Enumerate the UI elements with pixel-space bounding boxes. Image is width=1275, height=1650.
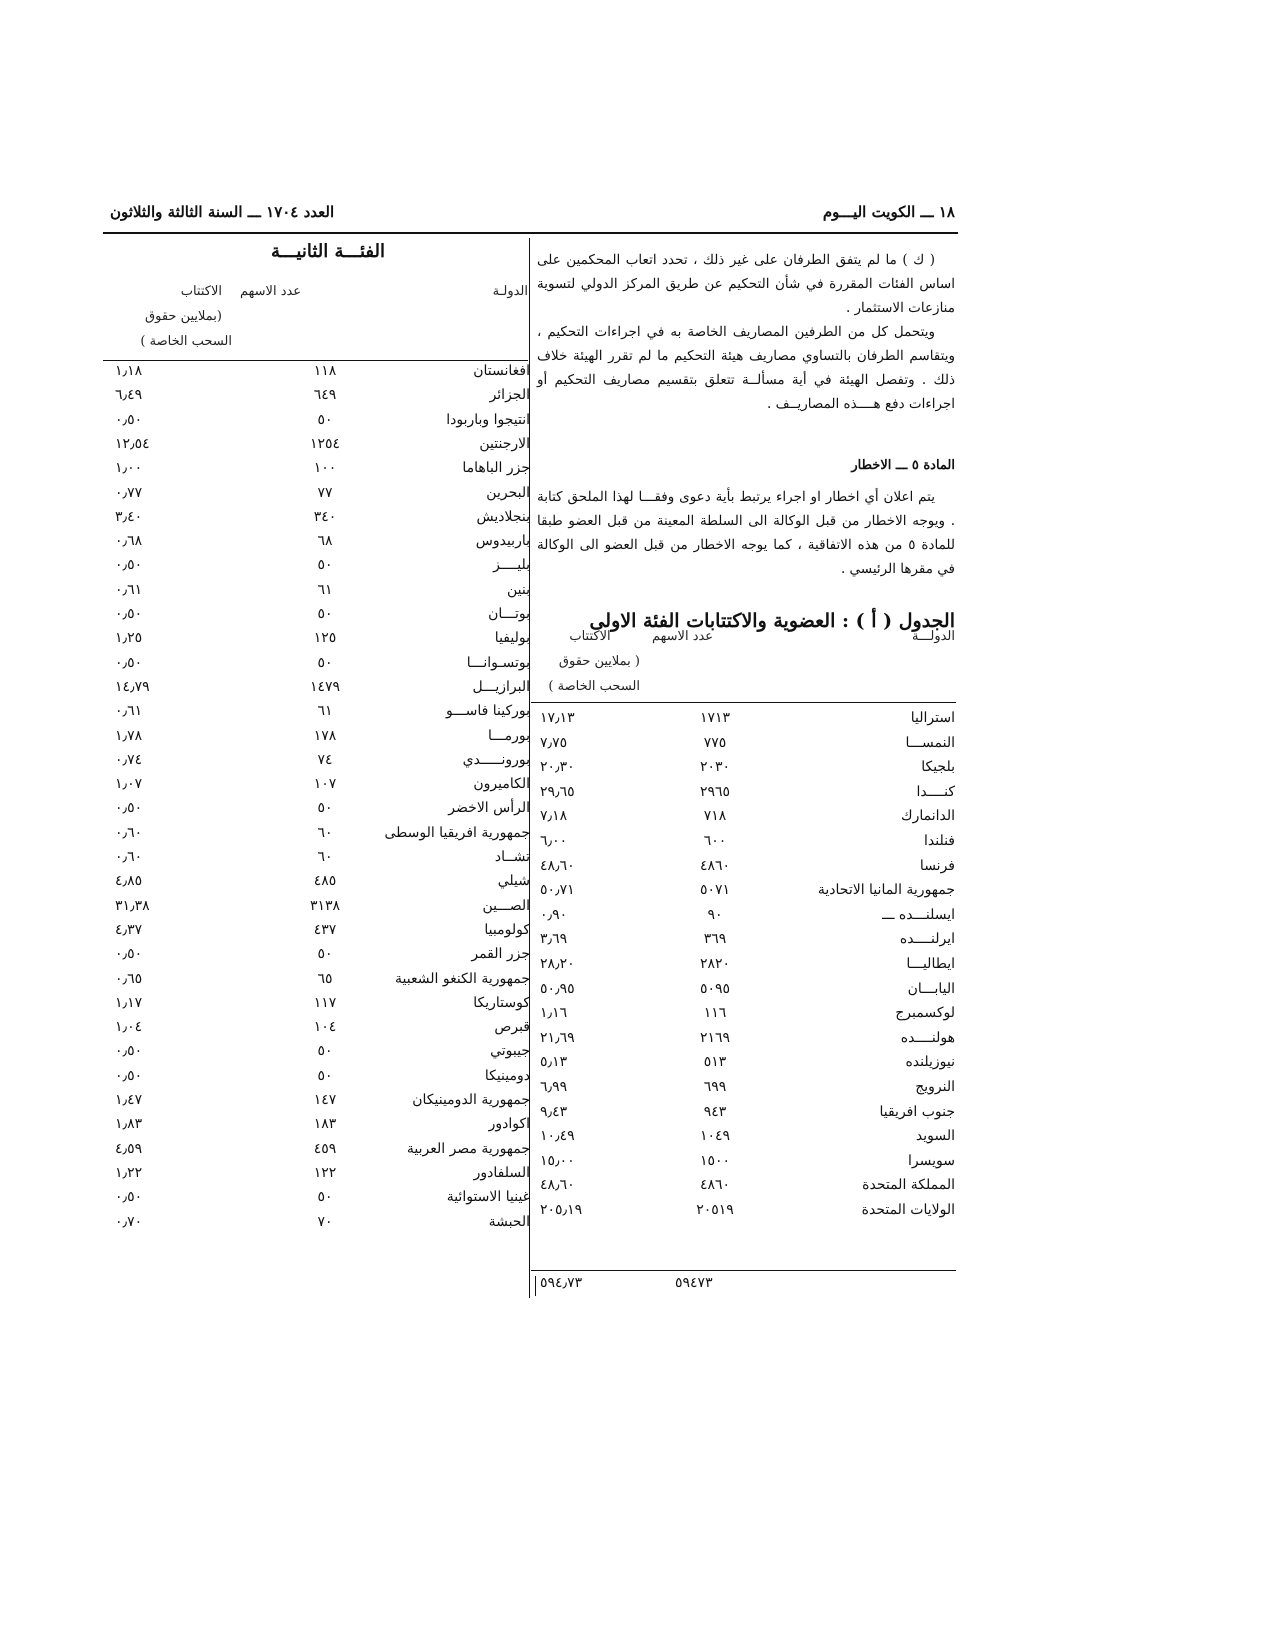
- table-a-header-country: الدولـــة: [911, 629, 955, 644]
- shares-cell: ٥٠: [317, 606, 333, 622]
- country-cell: اكوادور: [488, 1116, 530, 1133]
- table-b-header-rule: [103, 360, 528, 361]
- country-cell: الكاميرون: [473, 776, 530, 793]
- table-row: [0, 630, 1275, 652]
- table-row: [0, 971, 1275, 993]
- shares-cell: ٧٠: [317, 1213, 333, 1230]
- subscription-cell: ١٤٫٧٩: [115, 678, 150, 695]
- subscription-cell: ٧٫١٨: [540, 808, 568, 825]
- shares-cell: ٢٨٢٠: [699, 956, 731, 972]
- subscription-cell: ١٫٧٨: [115, 727, 143, 744]
- shares-cell: ٥٠٧١: [699, 882, 731, 899]
- table-row: [0, 436, 1275, 458]
- issue-header: العدد ١٧٠٤ ـــ السنة الثالثة والثلاثون: [110, 203, 335, 221]
- shares-cell: ٤٨٦٠: [699, 857, 731, 874]
- subscription-cell: ٠٫٥٠: [115, 557, 143, 574]
- table-row: [0, 655, 1275, 677]
- subscription-cell: ٠٫٧٧: [115, 484, 143, 501]
- shares-cell: ١١٦: [703, 1005, 727, 1022]
- table-row: [0, 1141, 1275, 1163]
- country-cell: كوستاريكا: [473, 994, 530, 1011]
- country-cell: البحرين: [486, 484, 530, 501]
- country-cell: باربيدوس: [475, 533, 530, 550]
- country-cell: بورمـــا: [488, 727, 530, 744]
- country-cell: كولومبيا: [484, 921, 530, 938]
- table-row: [0, 1092, 1275, 1114]
- country-cell: انتيجوا وباربودا: [446, 411, 530, 428]
- country-cell: الصـــين: [482, 897, 530, 914]
- subscription-cell: ٤٨٫٦٠: [540, 1177, 575, 1194]
- shares-cell: ٣١٣٨: [309, 897, 341, 914]
- subscription-cell: ٤٨٫٦٠: [540, 857, 575, 874]
- country-cell: دومينيكا: [484, 1067, 530, 1084]
- country-cell: لوكسمبرج: [895, 1005, 955, 1022]
- country-cell: جزر القمر: [471, 946, 530, 963]
- table-row: [0, 703, 1275, 725]
- shares-cell: ٦٤٩: [313, 387, 337, 404]
- table-row: [0, 1116, 1275, 1138]
- subscription-cell: ٠٫٥٠: [115, 411, 143, 428]
- subscription-cell: ٢٠٫٣٠: [540, 759, 575, 776]
- subscription-cell: ٢٠٥٫١٩: [540, 1202, 583, 1218]
- country-cell: المملكة المتحدة: [862, 1177, 955, 1194]
- subscription-cell: ٠٫٩٠: [540, 906, 568, 923]
- table-row: [0, 1019, 1275, 1041]
- subscription-cell: ١٫٠٠: [115, 460, 143, 477]
- subscription-cell: ٤٫٣٧: [115, 921, 143, 938]
- country-cell: افغانستان: [473, 363, 530, 379]
- paragraph-k-line-1: ( ك ) ما لم يتفق الطرفان على غير ذلك ، تحدد اتعاب المحكمين على اساس الفئات المقررة في شأن التحكيم عن طريق المركز الدولي لتسوية منازعات الاستثمار .: [537, 252, 955, 316]
- country-cell: بنين: [506, 581, 530, 598]
- shares-cell: ٦٥: [317, 970, 333, 987]
- shares-cell: ٦٠٠: [703, 833, 727, 849]
- shares-cell: ٢٩٦٥: [699, 783, 731, 800]
- shares-cell: ٧٧: [317, 484, 333, 501]
- shares-cell: ٥٠: [317, 1043, 333, 1060]
- table-a-header-shares: عدد الاسهم: [652, 629, 714, 644]
- table-row: [0, 363, 1275, 385]
- subscription-cell: ٤٫٥٩: [115, 1140, 143, 1157]
- country-cell: ايرلنــــده: [899, 931, 955, 948]
- shares-cell: ٤٨٦٠: [699, 1177, 731, 1194]
- shares-cell: ٧١٨: [703, 808, 727, 825]
- country-cell: شيلي: [497, 873, 530, 890]
- table-row: [0, 728, 1275, 750]
- shares-cell: ٥٠: [317, 800, 333, 817]
- table-b-title: الفئـــة الثانيـــة: [270, 241, 386, 262]
- country-cell: النرويج: [915, 1079, 955, 1095]
- country-cell: غينيا الاستوائية: [446, 1189, 530, 1206]
- table-row: [0, 922, 1275, 944]
- table-row: [0, 582, 1275, 604]
- shares-cell: ٦٩٩: [703, 1079, 727, 1095]
- shares-cell: ٥٠: [317, 1067, 333, 1084]
- subscription-cell: ١٫٢٢: [115, 1164, 143, 1181]
- table-a-header-sub-2: ( بملايين حقوق: [558, 654, 640, 669]
- table-row: [0, 825, 1275, 847]
- table-row: [0, 1165, 1275, 1187]
- subscription-cell: ٢١٫٦٩: [540, 1029, 575, 1046]
- shares-cell: ١٠٧: [313, 776, 337, 793]
- subscription-cell: ١٫١٧: [115, 994, 143, 1011]
- shares-cell: ٧٧٥: [703, 734, 727, 751]
- table-row: [0, 1189, 1275, 1211]
- table-b-header-country: الدولـة: [492, 284, 528, 299]
- country-cell: بليــــز: [493, 557, 530, 574]
- shares-cell: ٣٤٠: [313, 508, 337, 525]
- country-cell: جمهورية المانيا الاتحادية: [817, 882, 955, 899]
- subscription-cell: ٠٫٦٠: [115, 849, 143, 865]
- shares-cell: ٢٠٣٠: [699, 759, 731, 776]
- table-row: [0, 849, 1275, 871]
- paragraph-k-line-2: ويتحمل كل من الطرفين المصاريف الخاصة به في اجراءات التحكيم ، ويتقاسم الطرفان بالتساوي مصاريف هيئة التحكيم ما لم تقرر الهيئة خلاف ذلك . وتفصل الهيئة في أية مسألــة تتعلق بتقسيم مصاريف التحكيم أو اجراءات دفع هــــذه المصاريــف .: [537, 324, 955, 412]
- country-cell: بوتـــان: [488, 606, 530, 622]
- shares-cell: ٢١٦٩: [699, 1029, 731, 1046]
- country-cell: كنــــدا: [916, 783, 955, 800]
- table-row: [0, 533, 1275, 555]
- country-cell: جزر الباهاما: [462, 460, 530, 477]
- header-rule: [103, 232, 958, 234]
- subscription-cell: ١٫٠٧: [115, 776, 143, 793]
- table-row: [0, 557, 1275, 579]
- country-cell: السلفادور: [473, 1164, 530, 1181]
- table-b-header-sub-2: (بملايين حقوق: [145, 309, 222, 324]
- shares-cell: ٥٠: [317, 1189, 333, 1206]
- shares-cell: ٤٨٥: [313, 873, 337, 890]
- shares-cell: ٩٤٣: [703, 1103, 727, 1120]
- subscription-cell: ٠٫٦٨: [115, 533, 143, 550]
- table-row: [0, 1043, 1275, 1065]
- country-cell: بوليفيا: [494, 630, 530, 647]
- shares-cell: ٦٨: [317, 533, 333, 550]
- subscription-cell: ٠٫٥٠: [115, 1043, 143, 1060]
- table-a-bottom-rule: [531, 1270, 956, 1271]
- shares-cell: ١٧٨: [313, 727, 337, 744]
- subscription-cell: ٠٫٥٠: [115, 800, 143, 817]
- subscription-cell: ٣٫٤٠: [115, 508, 143, 525]
- table-a-total-bar: [535, 1276, 536, 1296]
- country-cell: تشــاد: [494, 849, 530, 865]
- country-cell: قبرص: [494, 1019, 530, 1036]
- shares-cell: ١٥٠٠: [699, 1152, 731, 1169]
- subscription-cell: ١٫١٦: [540, 1005, 568, 1022]
- subscription-cell: ١٢٫٥٤: [115, 435, 150, 452]
- subscription-cell: ٢٩٫٦٥: [540, 783, 575, 800]
- table-row: [0, 800, 1275, 825]
- shares-cell: ٤٣٧: [313, 921, 337, 938]
- table-row: [0, 995, 1275, 1017]
- subscription-cell: ٦٫٩٩: [540, 1079, 568, 1095]
- subscription-cell: ٠٫٥٠: [115, 606, 143, 622]
- page-number-header: ١٨ ـــ الكويت اليـــوم: [822, 203, 955, 221]
- country-cell: الجزائر: [489, 387, 530, 404]
- shares-cell: ٦٠: [317, 824, 333, 841]
- subscription-cell: ٠٫٥٠: [115, 1189, 143, 1206]
- shares-cell: ٥٠: [317, 557, 333, 574]
- shares-cell: ١٢٥٤: [309, 435, 341, 452]
- country-cell: الحبشة: [488, 1213, 530, 1230]
- shares-cell: ٣٦٩: [703, 931, 727, 948]
- table-row: [0, 776, 1275, 798]
- table-a-header-sub-3: السحب الخاصة ): [548, 679, 640, 694]
- table-b-header-sub-1: الاكتتاب: [180, 284, 222, 299]
- country-cell: البرازيـــل: [472, 678, 530, 695]
- table-row: [0, 946, 1275, 968]
- shares-cell: ١٤٧٩: [309, 678, 341, 695]
- country-cell: اليابـــان: [907, 980, 955, 997]
- country-cell: جنوب افريقيا: [879, 1103, 955, 1120]
- article-5-title: المادة ٥ ـــ الاخطار: [851, 458, 955, 473]
- shares-cell: ١٧١٣: [699, 710, 731, 726]
- country-cell: جمهورية افريقيا الوسطى: [384, 824, 530, 841]
- subscription-cell: ١٫٢٥: [115, 630, 143, 647]
- country-cell: السويد: [915, 1128, 955, 1145]
- subscription-cell: ٤٫٨٥: [115, 873, 143, 890]
- country-cell: بنجلاديش: [476, 508, 530, 525]
- subscription-cell: ١٫٤٧: [115, 1092, 143, 1108]
- country-cell: النمســـا: [905, 734, 955, 751]
- subscription-cell: ٥٠٫٩٥: [540, 980, 575, 997]
- subscription-cell: ٠٫٥٠: [115, 1067, 143, 1084]
- shares-cell: ٦٠: [317, 849, 333, 865]
- subscription-cell: ١٥٫٠٠: [540, 1152, 575, 1169]
- table-row: [0, 387, 1275, 409]
- table-row: [0, 873, 1275, 895]
- shares-cell: ٤٥٩: [313, 1140, 337, 1157]
- shares-cell: ٥٠: [317, 946, 333, 963]
- country-cell: جمهورية الدومينيكان: [412, 1092, 530, 1108]
- shares-cell: ٥٠٩٥: [699, 980, 731, 997]
- shares-cell: ١٠٤٩: [699, 1128, 731, 1145]
- subscription-cell: ٠٫٦١: [115, 581, 143, 598]
- subscription-cell: ٣١٫٣٨: [115, 897, 150, 914]
- subscription-cell: ٠٫٧٤: [115, 751, 143, 768]
- country-cell: جيبوتي: [490, 1043, 530, 1060]
- subscription-cell: ١٫٨٣: [115, 1116, 143, 1133]
- subscription-cell: ١٠٫٤٩: [540, 1128, 575, 1145]
- shares-cell: ١٠٠: [313, 460, 337, 477]
- country-cell: فنلندا: [923, 833, 955, 849]
- shares-cell: ١٢٥: [313, 630, 337, 647]
- table-row: [0, 1214, 1275, 1236]
- shares-cell: ٥١٣: [703, 1054, 727, 1071]
- country-cell: الرأس الاخضر: [448, 800, 530, 817]
- country-cell: بورونـــــدي: [462, 751, 530, 768]
- shares-cell: ١٤٧: [313, 1092, 337, 1108]
- subscription-cell: ١٫٠٤: [115, 1019, 143, 1036]
- country-cell: بوركينا فاســـو: [446, 703, 530, 720]
- shares-cell: ١٢٢: [313, 1164, 337, 1181]
- article-5-paragraph: يتم اعلان أي اخطار او اجراء يرتبط بأية دعوى وفقـــا لهذا الملحق كتابة . ويوجه الاخطار من قبل الوكالة الى السلطة المعينة من قبل العضو طبقا للمادة ٥ من هذه الاتفاقية ، كما يوجه الاخطار من قبل العضو الى الوكالة في مقرها الرئيسي .: [537, 489, 955, 577]
- table-row: [0, 509, 1275, 531]
- shares-cell: ٦١: [317, 703, 333, 720]
- country-cell: جمهورية الكنغو الشعبية: [395, 970, 530, 987]
- subscription-cell: ٠٫٥٠: [115, 946, 143, 963]
- subscription-cell: ٠٫٦٥: [115, 970, 143, 987]
- country-cell: بلجيكا: [921, 759, 955, 776]
- country-cell: ايطاليـــا: [906, 956, 955, 972]
- table-b-header-shares: عدد الاسهم: [240, 284, 302, 299]
- subscription-cell: ١٫١٨: [115, 363, 143, 379]
- country-cell: فرنسا: [919, 857, 955, 874]
- table-row: [0, 485, 1275, 507]
- country-cell: الارجنتين: [479, 435, 530, 452]
- subscription-cell: ٦٫٤٩: [115, 387, 143, 404]
- subscription-cell: ٢٨٫٢٠: [540, 956, 575, 972]
- subscription-cell: ٩٫٤٣: [540, 1103, 568, 1120]
- country-cell: نيوزيلنده: [905, 1054, 955, 1071]
- subscription-cell: ٣٫٦٩: [540, 931, 568, 948]
- shares-cell: ٦١: [317, 581, 333, 598]
- table-row: [0, 752, 1275, 774]
- shares-cell: ٥٠: [317, 654, 333, 671]
- shares-cell: ٧٤: [317, 751, 333, 768]
- country-cell: استراليا: [910, 710, 955, 726]
- country-cell: سويسرا: [908, 1152, 955, 1169]
- country-cell: بوتسـوانـــا: [466, 654, 530, 671]
- table-row: [0, 679, 1275, 701]
- table-row: [0, 606, 1275, 628]
- subscription-cell: ٠٫٦١: [115, 703, 143, 720]
- subscription-cell: ٠٫٦٠: [115, 824, 143, 841]
- country-cell: ايسلنـــده ـــ: [882, 906, 955, 923]
- shares-cell: ١١٨: [313, 363, 337, 379]
- country-cell: جمهورية مصر العربية: [406, 1140, 530, 1157]
- country-cell: الدانمارك: [901, 808, 955, 825]
- table-a-total-shares: ٥٩٤٧٣: [675, 1275, 713, 1291]
- table-a-total-sub: ٥٩٤٫٧٣: [540, 1275, 583, 1291]
- table-row: [0, 460, 1275, 482]
- shares-cell: ١٨٣: [313, 1116, 337, 1133]
- table-row: [0, 1068, 1275, 1090]
- table-a-header-sub-1: الاكتتاب: [569, 629, 611, 644]
- table-row: [0, 898, 1275, 920]
- shares-cell: ٥٠: [317, 411, 333, 428]
- subscription-cell: ٧٫٧٥: [540, 734, 568, 751]
- subscription-cell: ٥٠٫٧١: [540, 882, 575, 899]
- shares-cell: ١١٧: [313, 994, 337, 1011]
- table-b-header-sub-3: السحب الخاصة ): [140, 334, 232, 349]
- subscription-cell: ١٧٫١٣: [540, 710, 575, 726]
- subscription-cell: ٠٫٥٠: [115, 654, 143, 671]
- subscription-cell: ٦٫٠٠: [540, 833, 568, 849]
- table-a-title: الجدول ( أ ) : العضوية والاكتتابات الفئة الاولى: [589, 610, 955, 632]
- subscription-cell: ٠٫٧٠: [115, 1213, 143, 1230]
- country-cell: الولايات المتحدة: [861, 1202, 955, 1218]
- subscription-cell: ٥٫١٣: [540, 1054, 568, 1071]
- country-cell: هولنــــده: [900, 1029, 955, 1046]
- shares-cell: ٩٠: [707, 906, 723, 923]
- shares-cell: ٢٠٥١٩: [696, 1202, 734, 1218]
- table-row: [0, 412, 1275, 434]
- shares-cell: ١٠٤: [313, 1019, 337, 1036]
